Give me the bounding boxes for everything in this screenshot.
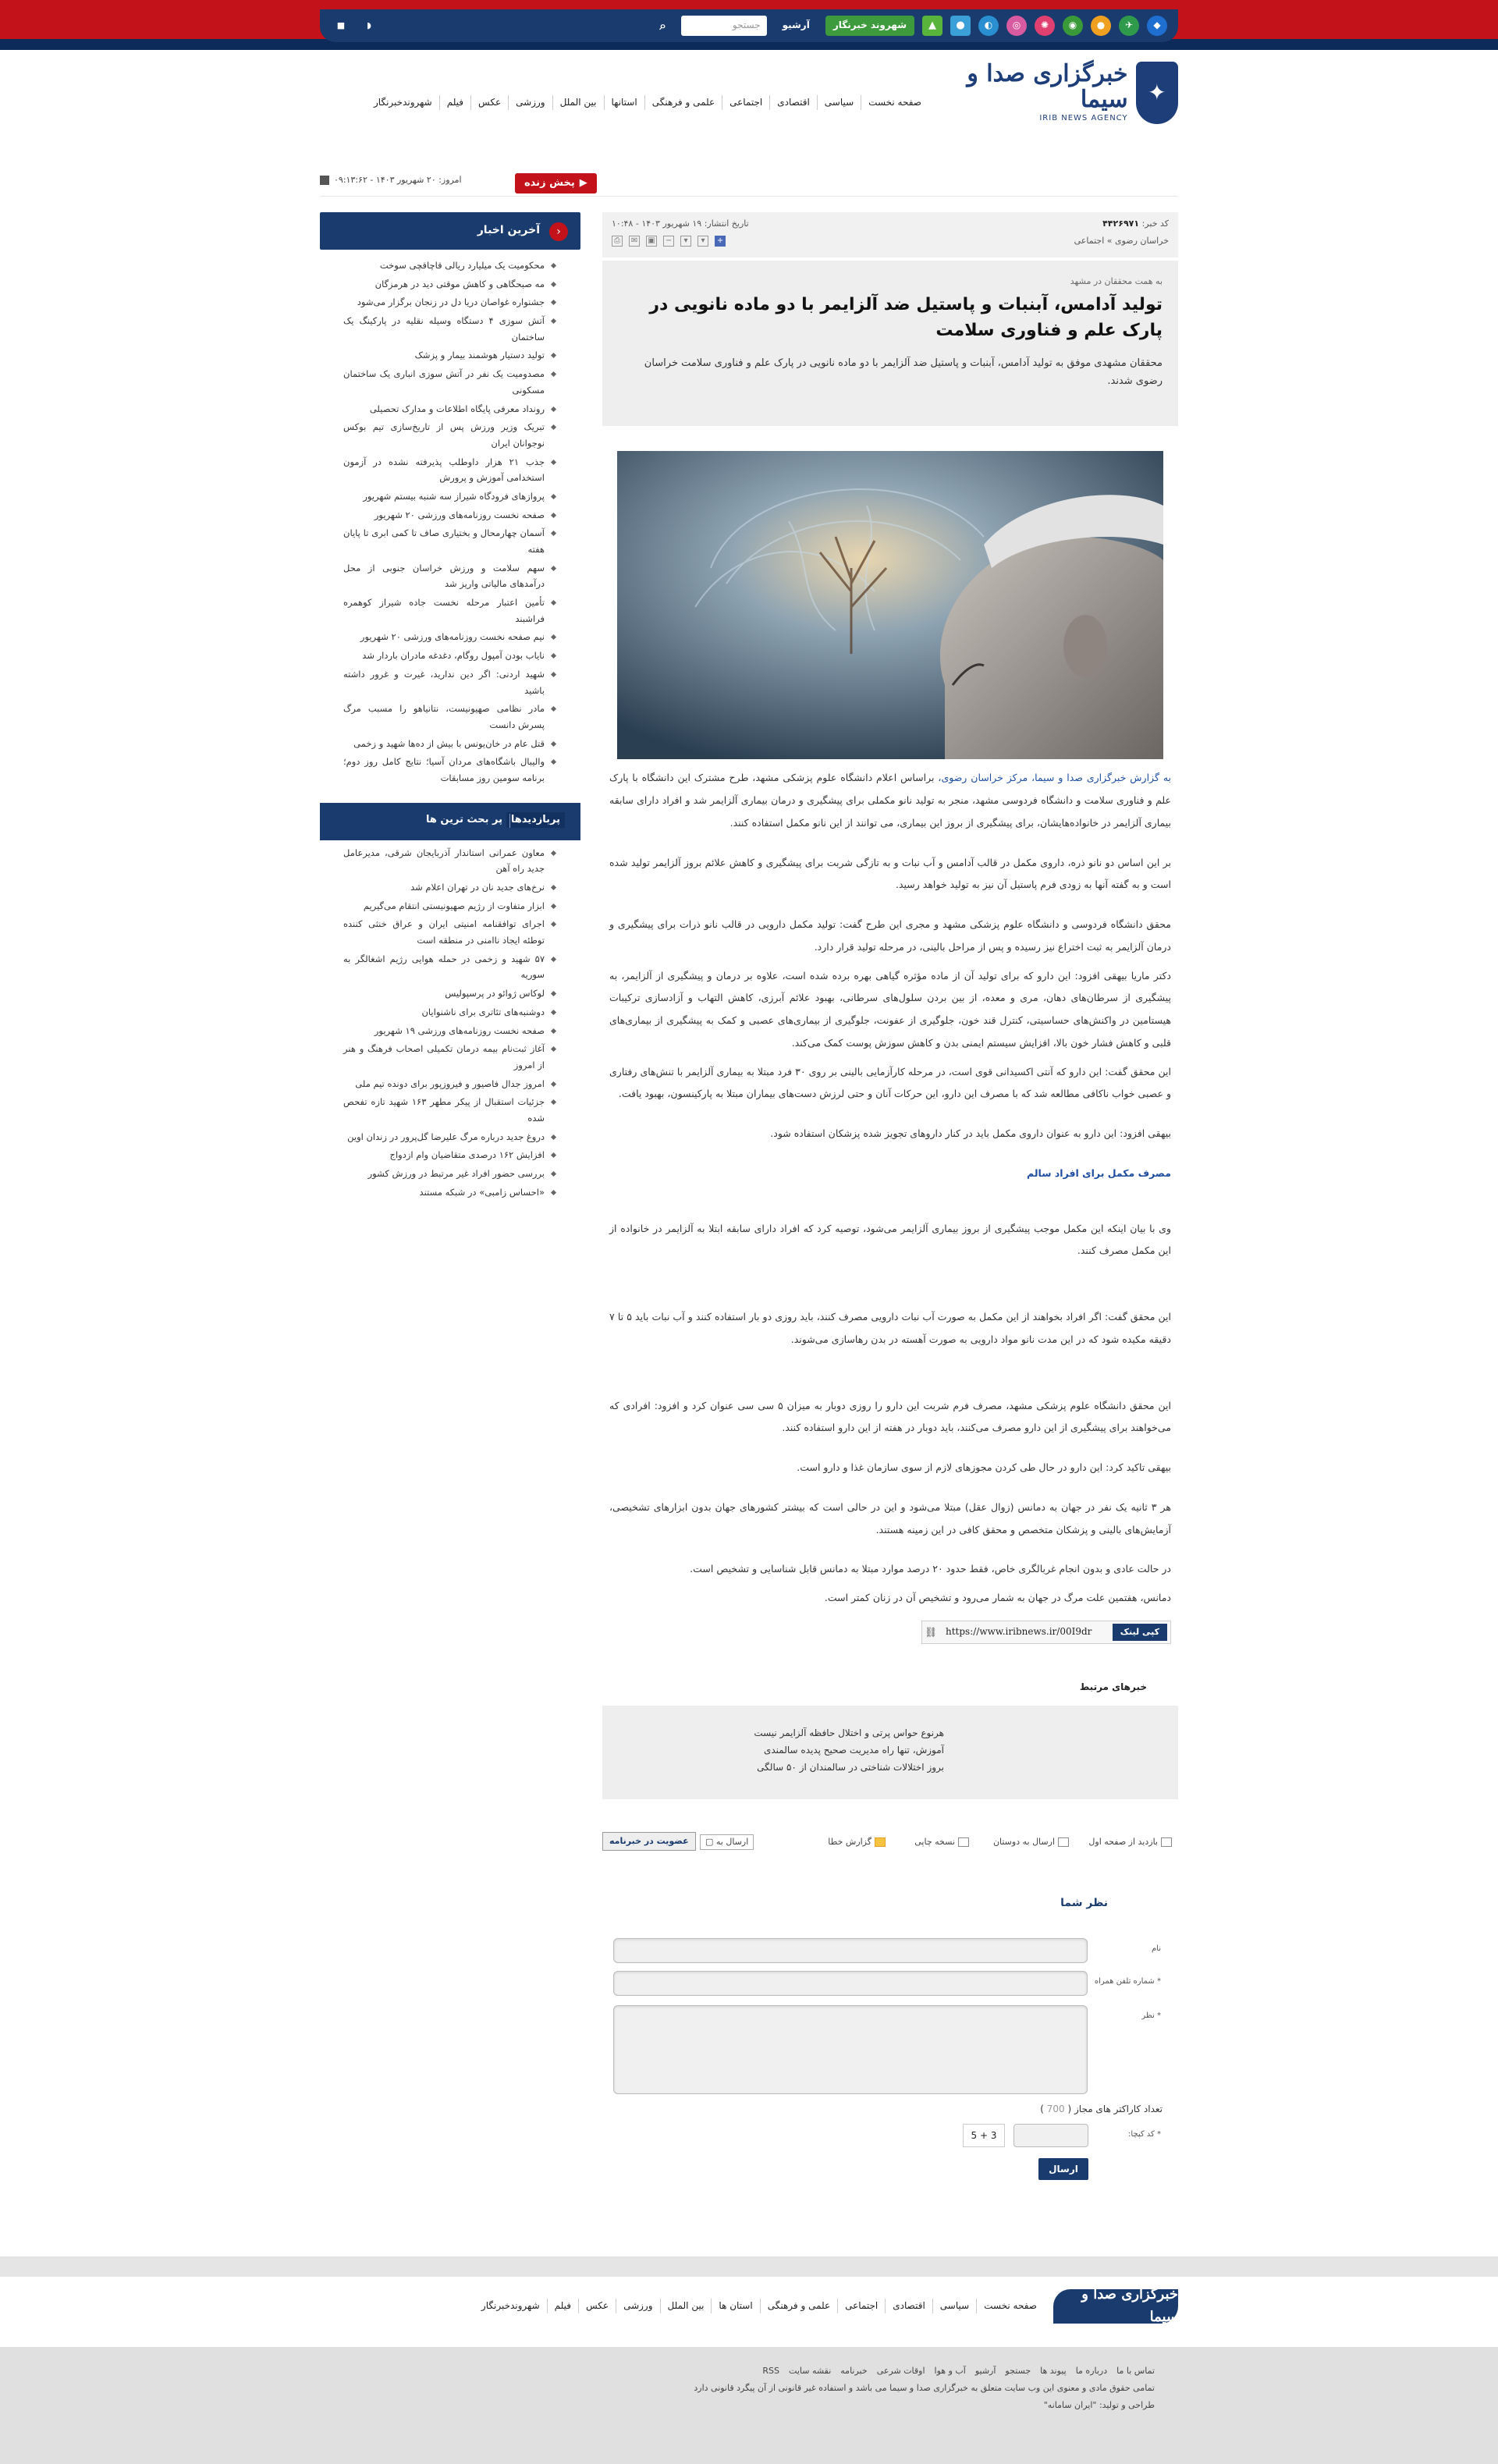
chevron-down-icon-2[interactable]: ▾ [680, 236, 691, 247]
footer-nav-item[interactable]: علمی و فرهنگی [760, 2299, 837, 2313]
list-item[interactable]: جذب ۲۱ هزار داوطلب پذیرفته نشده در آزمون استخدامی آموزش و پرورش [343, 453, 556, 487]
link-icon: ⛓ [925, 1625, 937, 1638]
sub-bar [320, 167, 1178, 197]
date-display: امروز: ۲۰ شهریور ۱۴۰۳ - ۰۹:۱۳:۶۲ [320, 173, 462, 187]
list-item[interactable]: مصدومیت یک نفر در آتش سوزی انباری یک ساختمان مسکونی [343, 364, 556, 399]
list-item[interactable]: نیم صفحه نخست روزنامه‌های ورزشی ۲۰ شهریور [343, 627, 556, 646]
home-icon [1161, 1837, 1172, 1847]
nav-citizen[interactable]: شهروندخبرنگار [374, 97, 432, 108]
name-field[interactable] [613, 1938, 1088, 1963]
submit-comment-button[interactable]: ارسال [1038, 2158, 1088, 2180]
nav-film[interactable]: فیلم [439, 95, 470, 110]
publish-date: ۱۹ شهریور ۱۴۰۳ - ۱۰:۴۸ [612, 218, 702, 229]
telegram-icon[interactable]: ✈ [1119, 16, 1139, 36]
list-item[interactable]: نایاب بودن آمپول روگام، دغدغه مادران باردار شد [343, 646, 556, 665]
android-icon[interactable]: ▲ [922, 16, 942, 36]
list-item[interactable]: امروز جدال فاصیور و فیروزپور برای دونده تیم ملی [343, 1074, 556, 1093]
list-item[interactable]: بررسی حضور افراد غیر مرتبط در ورزش کشور [343, 1164, 556, 1183]
latest-news-list [320, 250, 580, 787]
footer-nav-item[interactable]: اقتصادی [885, 2299, 932, 2313]
live-stream-button[interactable]: ▶ پخش زنده [515, 173, 597, 193]
list-item[interactable]: اجرای توافقنامه امنیتی ایران و عراق خنثی کننده توطئه ایجاد ناامنی در منطقه است [343, 914, 556, 949]
font-tools [612, 236, 726, 247]
warning-icon [875, 1837, 886, 1847]
copyright-text: تمامی حقوق مادی و معنوی این وب سایت متعلق به خبرگزاری صدا و سیما می باشد و استفاده غیر قانونی از آن پیگرد قانونی دارد [694, 2383, 1155, 2393]
list-item[interactable]: رونداد معرفی پایگاه اطلاعات و مدارک تحصیلی [343, 399, 556, 418]
article-image [617, 451, 1163, 759]
tab-most-discussed[interactable]: پر بحث ترین ها [425, 813, 502, 825]
list-item[interactable]: جزئیات استقبال از پیکر مطهر ۱۶۳ شهید تازه تفحص شده [343, 1092, 556, 1127]
list-item[interactable]: قتل عام در خان‌یونس با بیش از ده‌ها شهید و زخمی [343, 734, 556, 753]
nav-photo[interactable]: عکس [470, 95, 508, 110]
footer-link[interactable]: RSS [762, 2366, 780, 2376]
short-link-box [921, 1621, 1171, 1644]
nav-economy[interactable]: اقتصادی [769, 95, 817, 110]
list-item[interactable]: دوشنبه‌های تئاتری برای ناشنوایان [343, 1003, 556, 1021]
footer-nav-item[interactable]: عکس [578, 2299, 616, 2313]
report-error-button[interactable]: گزارش خطا [828, 1835, 886, 1849]
list-item[interactable]: ابزار متفاوت از رژیم صهیونیستی انتقام می‌گیریم [343, 896, 556, 915]
list-item[interactable]: تولید دستیار هوشمند بیمار و پزشک [343, 346, 556, 364]
list-item[interactable]: معاون عمرانی استاندار آذربایجان شرقی، مدیرعامل جدید راه آهن [343, 843, 556, 878]
opinion-label: * نظر [1141, 2011, 1161, 2021]
list-item[interactable]: مه صبحگاهی و کاهش موقتی دید در هرمزگان [343, 275, 556, 293]
related-news-box [602, 1706, 1178, 1799]
lock-icon[interactable]: ■ [336, 20, 346, 31]
sidebar [320, 212, 580, 1201]
citizen-reporter-button[interactable]: شهروند خبرنگار [825, 16, 914, 36]
list-item[interactable]: تبریک وزیر ورزش پس از تاریخ‌سازی تیم بوکس نوجوانان ایران [343, 417, 556, 452]
footer-bottom [0, 2347, 1498, 2464]
list-item[interactable]: والیبال باشگاه‌های مردان آسیا؛ نتایج کامل روز دوم؛ برنامه سومین روز مسابقات [343, 752, 556, 786]
search-icon[interactable]: ⌕ [659, 19, 666, 33]
print-icon[interactable]: ⎙ [612, 236, 623, 247]
captcha-field[interactable] [1013, 2124, 1088, 2147]
nav-social[interactable]: اجتماعی [722, 95, 769, 110]
footer-link[interactable]: درباره ما [1075, 2366, 1108, 2376]
logo-text-fa: خبرگزاری صدا و سیما [967, 60, 1128, 113]
related-news-item[interactable]: آموزش، تنها راه مدیریت صحیح پدیده سالمندی [763, 1745, 944, 1756]
app-icon[interactable]: ◆ [1147, 16, 1167, 36]
captcha-label: * کد کپچا: [1127, 2130, 1161, 2139]
back-home-button[interactable]: بازدید از صفحه اول [1088, 1835, 1172, 1849]
breadcrumb[interactable]: خراسان رضوی » اجتماعی [1074, 236, 1169, 246]
nav-international[interactable]: بین الملل [552, 95, 604, 110]
bale-icon[interactable]: ◐ [978, 16, 999, 36]
list-item[interactable]: صفحه نخست روزنامه‌های ورزشی ۱۹ شهریور [343, 1021, 556, 1040]
footer-link[interactable]: آرشیو [974, 2366, 996, 2376]
email-icon[interactable]: ✉ [629, 236, 640, 247]
list-item[interactable]: پروازهای فرودگاه شیراز سه شنبه بیستم شهریور [343, 487, 556, 506]
send-friends-button[interactable]: ارسال به دوستان [993, 1835, 1069, 1849]
list-item[interactable]: نرخ‌های جدید نان در تهران اعلام شد [343, 878, 556, 896]
phone-label: * شماره تلفن همراه [1094, 1977, 1161, 1986]
footer-nav-item[interactable]: صفحه نخست [976, 2299, 1044, 2313]
chevron-down-icon[interactable]: ▾ [698, 236, 708, 247]
search-input[interactable]: جستجو [681, 16, 767, 36]
elderly-man-brain-illustration [617, 451, 1163, 759]
nav-politics[interactable]: سیاسی [817, 95, 861, 110]
list-item[interactable]: دروغ جدید درباره مرگ علیرضا گل‌پرور در زندان اوین [343, 1127, 556, 1146]
related-news-item[interactable]: بروز اختلالات شناختی در سالمندان از ۵۰ سالگی [757, 1762, 944, 1773]
copy-link-button[interactable]: کپی لینک [1113, 1624, 1167, 1641]
aparat-icon[interactable]: ✺ [1035, 16, 1055, 36]
play-icon: ▶ [579, 176, 587, 189]
article-title: تولید آدامس، آبنبات و پاستیل ضد آلزایمر با دو ماده نانویی در پارک علم و فناوری سلامت [649, 294, 1163, 340]
printer-icon [958, 1837, 969, 1847]
footer-nav-item[interactable]: ورزشی [616, 2299, 659, 2313]
top-toolbar [320, 9, 1178, 42]
list-item[interactable]: شهید اردنی: اگر دین ندارید، غیرت و غرور داشته باشید [343, 665, 556, 699]
article-body: به گزارش خبرگزاری صدا و سیما، مرکز خراسان رضوی، براساس اعلام دانشگاه علوم پزشکی مشهد، طرح مشترک این دانشگاه با پارک علم و فناوری سلامت و دانشگاه فردوسی مشهد، منجر به تولید نانو مکملی برای پیشگیری و درمان بیماری آلزایمر شد و افراد دارای سابقه بیماری آلزایمر در خانواده‌هایشان، برای پیشگیری از بروز این بیماری، می توانند از این نانو مکمل استفاده کنند. بر این اساس دو نانو ذره، داروی مکمل در قالب آدامس و آب نبات و به تازگی شربت برای پیشگیری و کاهش علائم بروز آلزایمر تولید شده است و به گفته آنها به زودی فرم پاستیل آن نیز به تولید خواهد رسید. محقق دانشگاه فردوسی و دانشگاه علوم پزشکی مشهد و مجری این طرح گفت: تولید مکمل دارویی در قالب نانو ذرات برای پیشگیری و درمان آلزایمر به ثبت اختراع نیز رسیده و پس از مراحل بالینی، در مرحله تولید قرار دارد. دکتر ماریا بیهقی افزود: این دارو که برای تولید آن از ماده مؤثره گیاهی بهره برده شده است، علاوه بر درمان و پیشگیری از آلزایمر، به پیشگیری از سرطان‌های دهان، مری و معده، از بین بردن سلول‌های سرطانی، بهبود علائم آبرزی، کاهش التهاب و آزادسازی ترکیبات هیستامین در واکنش‌های حساسیتی، کنترل قند خون، جلوگیری از عفونت، جلوگیری از بیماری‌های عصبی و کمک به پیشگیری از بیماری‌های قلبی و کاهش فشار خون بالا، افزایش سیستم ایمنی بدن و کاهش سوزش پوست کمک می‌کند. این محقق گفت: این دارو که آنتی اکسیدانی قوی است، در مرحله کارآزمایی بالینی بر روی ۳۰ فرد مبتلا به بیماری آلزایمر با تنش‌های رفتاری و عصبی خواب ناکافی مطالعه شد که با مصرف این دارو، این حرکات آنان و حتی لرزش دست‌های بیماران مبتلا به پارکینسون، بهبود یافت. بیهقی افزود: این دارو به عنوان داروی مکمل باید در کنار داروهای تجویز شده پزشکان استفاده شود. مصرف مکمل برای افراد سالم وی با بیان اینکه این مکمل موجب پیشگیری از بروز بیماری آلزایمر می‌شود، توصیه کرد که افراد دارای سابقه ابتلا به آلزایمر در خانواده از این مکمل مصرف کنند. این محقق گفت: اگر افراد بخواهند از این مکمل به صورت آب نبات دارویی مصرف کنند، باید روزی دو بار استفاده کنند و آب نبات باید ۵ تا ۷ دقیقه مکیده شود که در این مدت نانو مواد دارویی به صورت آهسته در بدن رهاسازی می‌شوند. این محقق دانشگاه علوم پزشکی مشهد، مصرف فرم شربت این دارو را روزی دوبار به میزان ۵ سی سی عنوان کرد و افزود: افرادی که می‌خواهند برای پیشگیری از این دارو مصرف می‌کنند، باید دوبار در هفته از این دارو استفاده کنند. بیهقی تاکید کرد: این دارو در حال طی کردن مجوزهای لازم از سوی سازمان غذا و دارو است. هر ۳ ثانیه یک نفر در جهان به دمانس (زوال عقل) مبتلا می‌شود و این در حالی است که بیشتر کشورهای جهان بدون ابزارهای تشخیصی، آزمایش‌های بالینی و پزشکان متخصص و محقق کافی در این زمینه هستند. در حالت عادی و بدون انجام غربالگری خاص، فقط حدود ۲۰ درصد موارد مبتلا به دمانس قابل شناسایی و تشخیص است. دمانس، هفتمین علت مرگ در جهان به شمار می‌رود و تشخیص آن در زنان کمتر است. کپی لینک https://www.iribnews.ir/00I9dr ⛓ [602, 759, 1178, 1644]
footer-link[interactable]: پیوند ها [1040, 2366, 1067, 2376]
font-decrease-icon[interactable]: − [663, 236, 674, 247]
list-item[interactable]: افزایش ۱۶۲ درصدی متقاضیان وام ازدواج [343, 1145, 556, 1164]
footer-link[interactable]: تماس با ما [1116, 2366, 1155, 2376]
char-counter: تعداد کاراکتر های مجاز ( 700 ) [1040, 2104, 1163, 2115]
footer-logo[interactable]: خبرگزاری صدا و سیما [1053, 2289, 1178, 2324]
article-column [602, 212, 1178, 2250]
nav-science-culture[interactable]: علمی و فرهنگی [644, 95, 722, 110]
list-item[interactable]: آسمان چهارمحال و بختیاری صاف تا کمی ابری تا پایان هفته [343, 524, 556, 558]
footer-link[interactable]: خبرنامه [840, 2366, 868, 2376]
calendar-icon [320, 176, 329, 185]
rss-icon[interactable]: ◗ [367, 20, 371, 31]
list-item[interactable]: محکومیت یک میلیارد ریالی قاچاقچی سوخت [343, 256, 556, 275]
top-bar [0, 0, 1498, 50]
list-item[interactable]: صفحه نخست روزنامه‌های ورزشی ۲۰ شهریور [343, 506, 556, 524]
archive-link[interactable]: آرشیو [782, 20, 810, 31]
footer-links [762, 2364, 1155, 2378]
tab-most-viewed[interactable]: پربازدیدها [506, 812, 565, 829]
footer-nav-item[interactable]: بین الملل [660, 2299, 712, 2313]
related-news-item[interactable]: هرنوع حواس پرتی و اختلال حافظه آلزایمر نیست [754, 1727, 944, 1739]
save-icon[interactable]: ▣ [646, 236, 657, 247]
apple-icon[interactable]: ● [950, 16, 971, 36]
irib-emblem-icon: ✦ [1136, 62, 1178, 124]
article-header [602, 257, 1178, 426]
chevron-left-icon[interactable]: ‹ [549, 222, 568, 241]
comment-section-title: نظر شما [1060, 1897, 1108, 1910]
list-item[interactable]: جشنواره غواصان دریا دل در زنجان برگزار می‌شود [343, 293, 556, 311]
popular-tabs [320, 803, 580, 840]
footer-nav-item[interactable]: شهروندخبرنگار [481, 2300, 540, 2311]
site-logo[interactable] [960, 58, 1178, 128]
font-increase-icon[interactable]: + [715, 236, 726, 247]
short-link-url[interactable]: https://www.iribnews.ir/00I9dr [946, 1626, 1092, 1638]
latest-news-header: ‹ آخرین اخبار [320, 212, 580, 250]
popular-news-list [320, 840, 580, 1202]
footer-link[interactable]: آب و هوا [934, 2366, 966, 2376]
nav-provinces[interactable]: استانها [604, 95, 644, 110]
source-link[interactable]: به گزارش خبرگزاری صدا و سیما، مرکز خراسان رضوی، [938, 772, 1171, 784]
footer-nav-item[interactable]: سیاسی [932, 2299, 976, 2313]
article-subheading: مصرف مکمل برای افراد سالم [1027, 1166, 1171, 1179]
podcast-icon[interactable]: ◉ [1063, 16, 1083, 36]
footer-nav-item[interactable]: فیلم [547, 2299, 578, 2313]
footer-nav-item[interactable]: استان ها [711, 2299, 759, 2313]
site-header [320, 50, 1178, 167]
article-lead: محققان مشهدی موفق به تولید آدامس، آبنبات و پاستیل ضد آلزایمر با دو ماده نانویی در پارک علم و فناوری سلامت خراسان رضوی شدند. [644, 357, 1163, 387]
list-item[interactable]: تأمین اعتبار مرحله نخست جاده شیراز کوهمره فراشبند [343, 593, 556, 627]
captcha-image: 5 + 3 [963, 2124, 1005, 2147]
site-footer [0, 2256, 1498, 2464]
media-icon[interactable]: ● [1091, 16, 1111, 36]
news-code: ۴۴۲۶۹۷۱ [1102, 218, 1140, 229]
related-news-title: خبرهای مرتبط [1079, 1681, 1147, 1692]
list-item[interactable]: ۵۷ شهید و زخمی در حمله هوایی رژیم اشغالگر به سوریه [343, 950, 556, 984]
footer-link[interactable]: اوقات شرعی [876, 2366, 925, 2376]
list-item[interactable]: آغاز ثبت‌نام بیمه درمان تکمیلی اصحاب فرهنگ و هنر از امروز [343, 1039, 556, 1074]
print-version-button[interactable]: نسخه چاپی [914, 1835, 969, 1849]
instagram-icon[interactable]: ◎ [1006, 16, 1027, 36]
list-item[interactable]: مادر نظامی صهیونیست، نتانیاهو را مسبب مرگ پسرش دانست [343, 699, 556, 733]
footer-link[interactable]: نقشه سایت [789, 2366, 832, 2376]
nav-sports[interactable]: ورزشی [508, 95, 552, 110]
article-kicker: به همت محققان در مشهد [1070, 276, 1163, 286]
opinion-textarea[interactable] [613, 2005, 1088, 2094]
comment-form [602, 1938, 1178, 2250]
list-item[interactable]: سهم سلامت و ورزش خراسان جنوبی از محل درآمدهای مالیاتی واریز شد [343, 559, 556, 593]
main-nav [367, 95, 928, 110]
share-bale-button[interactable]: ارسال به ▢ [700, 1834, 754, 1850]
nav-home[interactable]: صفحه نخست [861, 95, 928, 110]
article-meta: کد خبر: ۴۴۲۶۹۷۱ خراسان رضوی » اجتماعی تاریخ انتشار: ۱۹ شهریور ۱۴۰۳ - ۱۰:۴۸ + ▾ ▾ − ▣ ✉ ⎙ [602, 212, 1178, 257]
footer-link[interactable]: جستجو [1005, 2366, 1031, 2376]
footer-nav [0, 2277, 1498, 2347]
design-credit: طراحی و تولید: "ایران سامانه" [1043, 2400, 1155, 2410]
envelope-icon [1058, 1837, 1069, 1847]
name-label: نام [1151, 1944, 1161, 1954]
list-item[interactable]: «احساس زامبی» در شبکه مستند [343, 1183, 556, 1202]
phone-field[interactable] [613, 1971, 1088, 1996]
newsletter-subscribe-button[interactable]: عضویت در خبرنامه [602, 1832, 696, 1851]
list-item[interactable]: آتش سوزی ۴ دستگاه وسیله نقلیه در پارکینگ یک ساختمان [343, 311, 556, 346]
list-item[interactable]: لوکاس ژوائو در پرسپولیس [343, 984, 556, 1003]
footer-menu [474, 2299, 1044, 2313]
footer-nav-item[interactable]: اجتماعی [837, 2299, 885, 2313]
logo-text-en: IRIB NEWS AGENCY [1039, 114, 1128, 122]
article-actions [602, 1832, 1178, 1854]
